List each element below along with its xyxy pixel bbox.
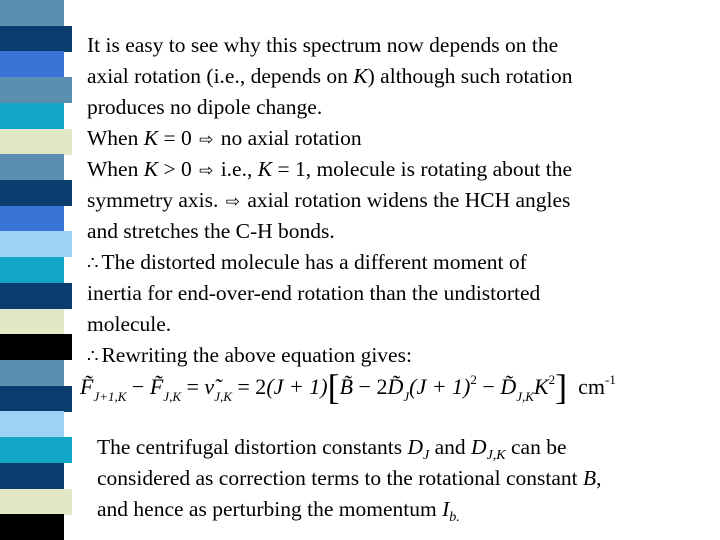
stripe-block [0, 257, 64, 283]
therefore-icon: ∴ [87, 346, 99, 367]
note-line-3: and hence as perturbing the momentum $I_{b.}$ [97, 497, 460, 525]
stripe-block [0, 231, 72, 257]
stripe-block [0, 514, 64, 540]
stripe-block [0, 180, 72, 206]
stripe-block [0, 129, 72, 155]
therefore-icon: ∴ [87, 253, 99, 274]
energy-equation: $F̃_{J+1,K}$ − $F̃_{J,K}$ = $\nũ_{J,K} = 2(J$ + 1)[B̃ − $2D̃_J(J + 1)^2$ − $D̃_{J,K}K^2$] $cm^{-1}$ [80, 367, 616, 407]
note-line-1: The centrifugal distortion constants $D_J$ and $D_{J,K}$ can be [97, 435, 567, 463]
stripe-block [0, 463, 64, 489]
text-line-3: produces no dipole change. [87, 95, 323, 119]
stripe-block [0, 77, 72, 103]
stripe-block [0, 0, 64, 26]
text-line-2: axial rotation (i.e., depends on K) although such rotation [87, 64, 573, 88]
stripe-block [0, 334, 72, 360]
stripe-block [0, 309, 64, 335]
stripe-block [0, 51, 64, 77]
text-line-6: symmetry axis. ⇨ axial rotation widens the HCH angles [87, 185, 687, 216]
stripe-block [0, 489, 72, 515]
stripe-block [0, 360, 64, 386]
stripe-block [0, 386, 72, 412]
implies-arrow-icon: ⇨ [225, 192, 240, 212]
stripe-block [0, 26, 72, 52]
stripe-block [0, 283, 72, 309]
text-line-1: It is easy to see why this spectrum now depends on the [87, 33, 559, 57]
slide-body-text [87, 30, 687, 371]
text-line-5: When K > 0 ⇨ i.e., K = 1, molecule is rotating about the [87, 154, 687, 185]
text-line-9: inertia for end-over-end rotation than the undistorted [87, 281, 541, 305]
text-line-4: When K = 0 ⇨ no axial rotation [87, 123, 687, 154]
decorative-stripe [0, 0, 80, 540]
stripe-block [0, 437, 72, 463]
note-line-2: considered as correction terms to the rotational constant B, [97, 466, 602, 490]
centrifugal-note [97, 432, 712, 525]
text-line-7: and stretches the C-H bonds. [87, 219, 335, 243]
implies-arrow-icon: ⇨ [199, 130, 214, 150]
implies-arrow-icon: ⇨ [199, 161, 214, 181]
stripe-block [0, 206, 64, 232]
stripe-block [0, 103, 64, 129]
text-line-11: ∴ Rewriting the above equation gives: [87, 343, 412, 367]
stripe-block [0, 411, 64, 437]
text-line-8: ∴ The distorted molecule has a different moment of [87, 250, 527, 274]
stripe-block [0, 154, 64, 180]
text-line-10: molecule. [87, 312, 172, 336]
